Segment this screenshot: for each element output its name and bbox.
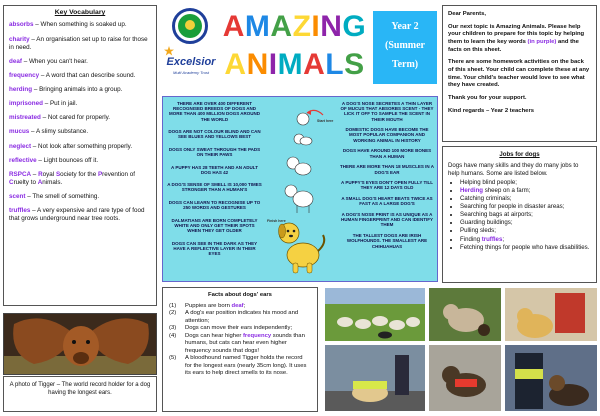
title-letter: N: [320, 10, 343, 43]
ears-fact-number: (2): [169, 310, 177, 316]
search-rescue-dog-photo: [428, 344, 502, 412]
rspca-initial: P: [97, 170, 103, 178]
guide-dog-photo: [324, 344, 426, 412]
jobs-list-item: • Helping blind people;: [460, 179, 591, 187]
poster-fact: A DOG'S NOSE SECRETES A THIN LAYER OF MUCUS THAT ABSORBS SCENT - THEY LICK IT OFF TO SAMPLE THE SCENT IN THEIR MOUTH: [340, 101, 434, 122]
vocab-word: frequency: [242, 332, 272, 339]
rspca-initial: R: [38, 170, 43, 178]
poster-fact: THERE ARE MORE THAN 18 MUSCLES IN A DOG'S EAR: [340, 164, 434, 175]
title-letter: Z: [292, 10, 312, 43]
rspca-initial: C: [9, 178, 14, 186]
vocab-term: frequency: [9, 71, 40, 79]
title-letter: A: [303, 48, 326, 81]
assistance-dog-photo: [504, 287, 598, 342]
vocabulary-title: Key Vocabulary: [54, 9, 106, 16]
ears-fact-number: (1): [169, 302, 177, 309]
title-letter: A: [222, 10, 245, 43]
poster-fact: DOGS ARE NOT COLOUR BLIND AND CAN SEE BLUES AND YELLOWS BEST: [168, 129, 261, 140]
jobs-list-item: • Searching for people in disaster areas;: [460, 203, 591, 211]
jobs-list-item: • Pulling sleds;: [460, 227, 591, 235]
vocab-item-truffles: [9, 207, 151, 223]
sheep-herding-photo: [324, 287, 426, 342]
poster-fact: A DOG'S SENSE OF SMELL IS 10,000 TIMES STRONGER THAN A HUMAN'S: [167, 182, 262, 193]
poster-fact: THE TALLEST DOGS ARE IRISH WOLFHOUNDS. THE SMALLEST ARE CHIHUAHUAS: [346, 233, 428, 249]
poster-fact: DOMESTIC DOGS HAVE BECOME THE MOST POPULAR COMPANION AND WORKING ANIMAL IN HISTORY: [345, 127, 429, 143]
vocabulary-box: [3, 5, 157, 306]
vocab-definition: – A very expensive and rare type of food that grows underground near tree roots.: [9, 207, 145, 222]
truffle-dog-photo: [428, 287, 502, 342]
letter-greeting: Dear Parents,: [448, 11, 486, 17]
poster-facts-right: [339, 101, 435, 254]
poster-fact: A SMALL DOG'S HEART BEATS TWICE AS FAST AS A LARGE DOG'S: [341, 196, 433, 207]
title-line-2: [222, 46, 367, 84]
ears-fact-text: Dogs can hear higher frequency sounds than humans, but cats can hear even higher frequency sounds that dogs!: [185, 332, 305, 354]
title-line-1: [222, 8, 367, 46]
jobs-for-dogs-box: [442, 146, 597, 283]
logo-area: [162, 8, 216, 94]
vocab-item-neglect: [9, 143, 151, 151]
ears-fact-text: A dog's ear position indicates his mood and attention;: [185, 310, 299, 324]
jobs-intro: Dogs have many skills and they do many jobs to help humans. Some are listed below.: [448, 161, 579, 177]
ears-fact-number: (3): [169, 325, 177, 331]
excelsior-star-icon: [164, 46, 174, 56]
ears-fact: [169, 355, 311, 378]
vocab-term: deaf: [9, 57, 22, 65]
jobs-list-item: • Finding truffles;: [460, 236, 591, 244]
title-letter: A: [224, 48, 247, 81]
ears-fact-text: Puppies are born deaf;: [185, 302, 246, 309]
vocab-definition: – An organisation set up to raise for those in need.: [9, 35, 148, 51]
vocab-term: neglect: [9, 142, 32, 150]
vocab-term: RSPCA: [9, 170, 32, 178]
poster-fact: DOGS CAN SEE IN THE DARK AS THEY HAVE A REFLECTIVE LAYER IN THEIR EYES: [171, 240, 258, 256]
topic-title: [222, 8, 367, 94]
jobs-list-item: • Fetching things for people who have disabilities.: [460, 244, 591, 252]
ears-fact: [169, 333, 311, 356]
letter-paragraph-3: Thank you for your support.: [448, 95, 527, 102]
ears-title: Facts about dogs' ears: [208, 292, 272, 298]
excelsior-logo-text: Excelsior: [166, 56, 216, 68]
vocab-term: truffles: [9, 207, 31, 215]
poster-fact: A PUPPY'S EYES DON'T OPEN FULLY TILL THEY ARE 12 DAYS OLD: [341, 180, 433, 191]
draw-finish-label: Finish here: [267, 219, 286, 223]
vocab-item-mucus: [9, 128, 151, 136]
year-label: Year 2: [391, 21, 419, 32]
vocab-item-charity: [9, 36, 151, 52]
vocab-term: mistreated: [9, 114, 41, 122]
poster-fact: DALMATIANS ARE BORN COMPLETELY WHITE AND ONLY GET THEIR SPOTS WHEN THEY GET OLDER: [171, 217, 258, 234]
vocab-definition: – When something is soaked up.: [33, 21, 127, 29]
draw-start-label: Start here: [317, 119, 334, 123]
jobs-list-item: • Herding sheep on a farm;: [460, 187, 591, 195]
vocab-definition: – Bringing animals into a group.: [32, 85, 123, 93]
jobs-list-item: • Catching criminals;: [460, 195, 591, 203]
vocab-term: mucus: [9, 128, 30, 136]
vocab-item-deaf: [9, 58, 151, 66]
jobs-title: Jobs for dogs: [499, 151, 540, 158]
vocab-item-frequency: [9, 72, 151, 80]
vocab-item-reflective: [9, 157, 151, 165]
ears-fact-number: (5): [169, 355, 177, 361]
title-letter: G: [342, 10, 367, 43]
year-term-box: [373, 11, 437, 84]
ears-fact: [169, 325, 311, 333]
jobs-list: [460, 179, 591, 252]
tigger-caption: A photo of Tigger – The world record holder for a dog having the longest ears.: [3, 376, 157, 412]
vocab-item-imprisoned: [9, 100, 151, 108]
vocab-definition: – A word that can describe sound.: [39, 71, 136, 79]
vocab-item-scent: [9, 193, 151, 201]
vocab-definition: – Not cared for properly.: [40, 114, 111, 122]
vocab-item-herding: [9, 86, 151, 94]
parents-letter: [442, 5, 597, 142]
poster-fact: DOGS CAN LEARN TO RECOGNISE UP TO 250 WORDS AND GESTURES: [168, 200, 261, 211]
term-label-1: (Summer: [385, 40, 425, 51]
vocab-word: truffles: [481, 235, 503, 243]
tigger-bloodhound-photo: [3, 313, 157, 375]
vocab-definition: – Light bounces off it.: [36, 156, 99, 164]
letter-paragraph-2: There are some homework activities on the back of this sheet. Your child can complete these at any time. Your child's teacher would love to see what they have created.: [448, 59, 590, 89]
vocabulary-list: [9, 21, 151, 222]
vocab-term: reflective: [9, 156, 37, 164]
police-dog-photo: [504, 344, 598, 412]
jobs-list-item: • Guarding buildings;: [460, 219, 591, 227]
vocab-definition: – Not look after something properly.: [31, 142, 133, 150]
school-crest-logo: [172, 8, 208, 44]
title-letter: N: [246, 48, 269, 81]
vocab-term: charity: [9, 35, 30, 43]
vocab-definition: – When you can't hear.: [21, 57, 88, 65]
vocab-term: absorbs: [9, 21, 34, 29]
title-letter: M: [244, 10, 271, 43]
how-to-draw-dog-illustration: [263, 105, 339, 279]
rspca-initial: A: [37, 178, 43, 186]
vocab-definition: – A slimy substance.: [29, 128, 89, 136]
poster-fact: DOGS ONLY SWEAT THROUGH THE PADS ON THEIR PAWS: [168, 146, 261, 157]
vocab-word: deaf: [231, 302, 244, 309]
jobs-list-item: • Searching bags at airports;: [460, 211, 591, 219]
ears-fact: [169, 310, 311, 325]
title-letter: I: [311, 10, 321, 43]
vocab-item-mistreated: [9, 114, 151, 122]
poster-fact: THERE ARE OVER 400 DIFFERENT RECOGNISED BREEDS OF DOGS AND MORE THAN 400 MILLION DOGS AROUND THE WORLD: [168, 101, 261, 122]
ears-fact-text: Dogs can move their ears independently;: [185, 325, 293, 331]
vocab-item-rspca: RSPCA – Royal Society for the Prevention of Cruelty to Animals.: [9, 170, 136, 186]
poster-fact: A PUPPY HAS 28 TEETH AND AN ADULT DOG HAS 42: [171, 164, 258, 175]
ears-fact: [169, 303, 311, 311]
ears-fact-number: (4): [169, 332, 177, 339]
poster-fact: DOGS HAVE AROUND 100 MORE BONES THAN A HUMAN: [342, 148, 432, 159]
title-letter: M: [277, 48, 304, 81]
excelsior-logo-subtitle: Multi Academy Trust: [172, 70, 209, 75]
rspca-initial: S: [55, 170, 61, 178]
ears-facts-list: [169, 303, 311, 378]
letter-paragraph-1: Our next topic is Amazing Animals. Please help your children to prepare for this topic by helping them to learn the key words (in purple) and the facts on this sheet.: [448, 23, 585, 53]
letter-signoff: Kind regards – Year 2 teachers: [448, 107, 535, 114]
poster-fact: A DOG'S NOSE PRINT IS AS UNIQUE AS A HUMAN FINGERPRINT AND CAN IDENTIFY THEM: [340, 212, 434, 228]
title-letter: I: [268, 48, 278, 81]
dog-facts-poster: [162, 96, 438, 282]
vocab-definition: – The smell of something.: [25, 192, 100, 200]
title-letter: S: [344, 48, 365, 81]
title-letter: A: [270, 10, 293, 43]
vocab-term: herding: [9, 85, 33, 93]
vocab-word: Herding: [460, 186, 484, 194]
vocab-term: imprisoned: [9, 100, 43, 108]
vocab-item-absorbs: [9, 21, 151, 29]
vocab-definition: – Put in jail.: [42, 100, 78, 108]
vocab-term: scent: [9, 192, 26, 200]
poster-facts-left: [167, 101, 262, 264]
term-label-2: Term): [391, 59, 419, 70]
dog-ears-facts-box: [162, 287, 318, 412]
ears-fact-text: A bloodhound named Tigger holds the record for the longest ears (nearly 35cm long). It uses its ears to help direct smells to its nose.: [185, 355, 307, 376]
title-letter: L: [325, 48, 345, 81]
